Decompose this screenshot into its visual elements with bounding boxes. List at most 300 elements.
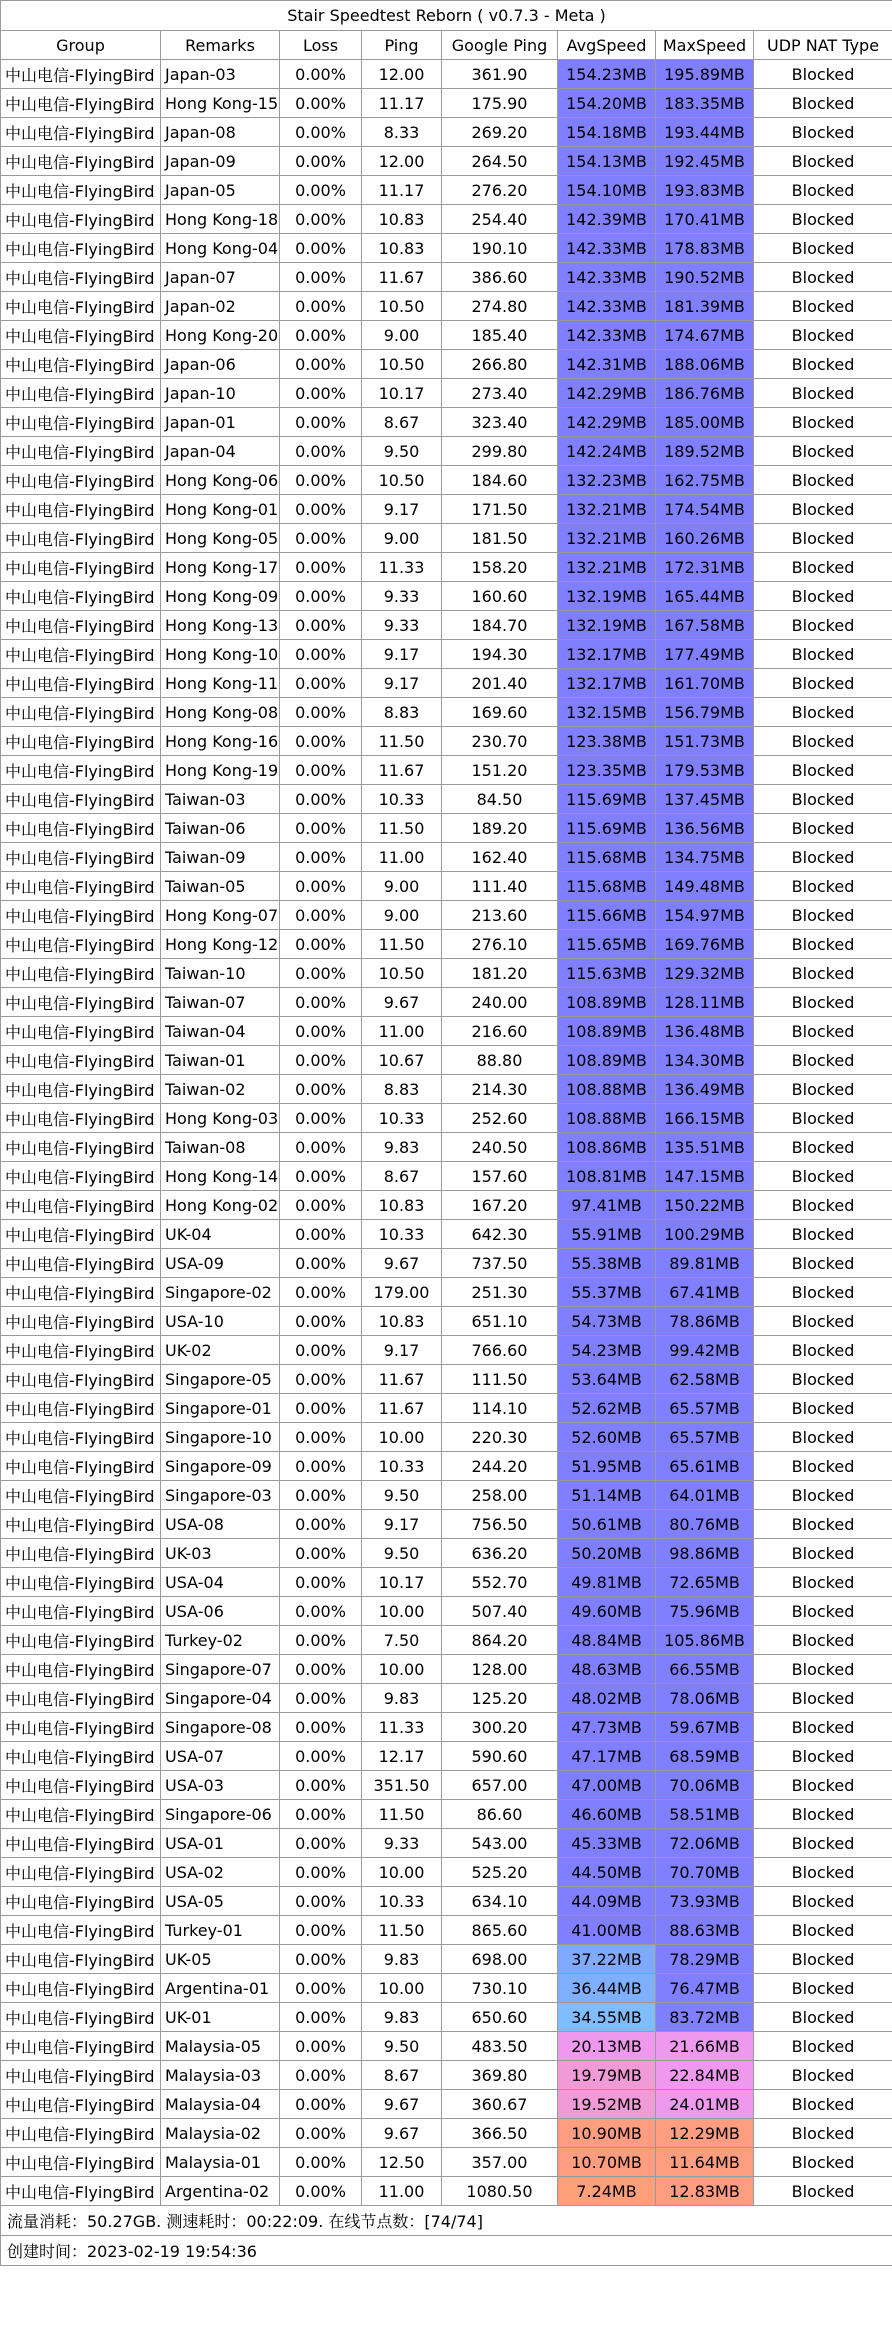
ping-cell: 9.00 (362, 524, 442, 553)
google-ping-cell: 274.80 (442, 292, 558, 321)
loss-cell: 0.00% (280, 234, 362, 263)
avg-speed-cell: 132.15MB (558, 698, 656, 727)
remark-cell: Japan-02 (161, 292, 280, 321)
max-speed-cell: 59.67MB (656, 1713, 754, 1742)
group-cell: 中山电信-FlyingBird (1, 263, 161, 292)
ping-cell: 8.83 (362, 1075, 442, 1104)
ping-cell: 9.17 (362, 640, 442, 669)
max-speed-cell: 169.76MB (656, 930, 754, 959)
avg-speed-cell: 115.69MB (558, 785, 656, 814)
group-cell: 中山电信-FlyingBird (1, 1597, 161, 1626)
loss-cell: 0.00% (280, 1104, 362, 1133)
udp-nat-cell: Blocked (754, 1307, 892, 1336)
loss-cell: 0.00% (280, 1452, 362, 1481)
udp-nat-cell: Blocked (754, 1655, 892, 1684)
udp-nat-cell: Blocked (754, 1423, 892, 1452)
avg-speed-cell: 123.35MB (558, 756, 656, 785)
group-cell: 中山电信-FlyingBird (1, 2061, 161, 2090)
udp-nat-cell: Blocked (754, 582, 892, 611)
remark-cell: Hong Kong-18 (161, 205, 280, 234)
table-row (1, 988, 892, 1017)
udp-nat-cell: Blocked (754, 147, 892, 176)
udp-nat-cell: Blocked (754, 2148, 892, 2177)
remark-cell: Malaysia-05 (161, 2032, 280, 2061)
group-cell: 中山电信-FlyingBird (1, 959, 161, 988)
table-row (1, 1945, 892, 1974)
group-cell: 中山电信-FlyingBird (1, 1336, 161, 1365)
max-speed-cell: 177.49MB (656, 640, 754, 669)
ping-cell: 10.67 (362, 1046, 442, 1075)
loss-cell: 0.00% (280, 553, 362, 582)
loss-cell: 0.00% (280, 321, 362, 350)
loss-cell: 0.00% (280, 1655, 362, 1684)
table-row (1, 1394, 892, 1423)
google-ping-cell: 357.00 (442, 2148, 558, 2177)
group-cell: 中山电信-FlyingBird (1, 1452, 161, 1481)
udp-nat-cell: Blocked (754, 176, 892, 205)
ping-cell: 11.67 (362, 1394, 442, 1423)
ping-cell: 11.67 (362, 756, 442, 785)
udp-nat-cell: Blocked (754, 60, 892, 89)
ping-cell: 11.33 (362, 553, 442, 582)
avg-speed-cell: 142.33MB (558, 234, 656, 263)
google-ping-cell: 636.20 (442, 1539, 558, 1568)
max-speed-cell: 136.49MB (656, 1075, 754, 1104)
google-ping-cell: 590.60 (442, 1742, 558, 1771)
udp-nat-cell: Blocked (754, 930, 892, 959)
max-speed-cell: 70.06MB (656, 1771, 754, 1800)
remark-cell: Singapore-03 (161, 1481, 280, 1510)
max-speed-cell: 167.58MB (656, 611, 754, 640)
avg-speed-cell: 115.65MB (558, 930, 656, 959)
max-speed-cell: 181.39MB (656, 292, 754, 321)
remark-cell: Singapore-06 (161, 1800, 280, 1829)
ping-cell: 11.00 (362, 2177, 442, 2206)
remark-cell: USA-07 (161, 1742, 280, 1771)
ping-cell: 8.67 (362, 1162, 442, 1191)
group-cell: 中山电信-FlyingBird (1, 1220, 161, 1249)
table-row (1, 1626, 892, 1655)
table-row (1, 553, 892, 582)
avg-speed-cell: 55.38MB (558, 1249, 656, 1278)
ping-cell: 10.17 (362, 379, 442, 408)
group-cell: 中山电信-FlyingBird (1, 553, 161, 582)
udp-nat-cell: Blocked (754, 350, 892, 379)
group-cell: 中山电信-FlyingBird (1, 2148, 161, 2177)
max-speed-cell: 186.76MB (656, 379, 754, 408)
table-row (1, 930, 892, 959)
table-row (1, 118, 892, 147)
footer-summary-row (1, 2206, 892, 2236)
remark-cell: Singapore-08 (161, 1713, 280, 1742)
table-row (1, 1452, 892, 1481)
group-cell: 中山电信-FlyingBird (1, 727, 161, 756)
avg-speed-cell: 44.09MB (558, 1887, 656, 1916)
loss-cell: 0.00% (280, 1713, 362, 1742)
remark-cell: Hong Kong-01 (161, 495, 280, 524)
table-row (1, 176, 892, 205)
remark-cell: Taiwan-02 (161, 1075, 280, 1104)
loss-cell: 0.00% (280, 1423, 362, 1452)
remark-cell: Singapore-07 (161, 1655, 280, 1684)
google-ping-cell: 162.40 (442, 843, 558, 872)
avg-speed-cell: 154.10MB (558, 176, 656, 205)
table-row (1, 408, 892, 437)
remark-cell: Hong Kong-11 (161, 669, 280, 698)
udp-nat-cell: Blocked (754, 988, 892, 1017)
udp-nat-cell: Blocked (754, 611, 892, 640)
group-cell: 中山电信-FlyingBird (1, 205, 161, 234)
group-cell: 中山电信-FlyingBird (1, 1800, 161, 1829)
udp-nat-cell: Blocked (754, 1365, 892, 1394)
remark-cell: Argentina-01 (161, 1974, 280, 2003)
google-ping-cell: 230.70 (442, 727, 558, 756)
google-ping-cell: 84.50 (442, 785, 558, 814)
remark-cell: Singapore-09 (161, 1452, 280, 1481)
remark-cell: Malaysia-04 (161, 2090, 280, 2119)
max-speed-cell: 73.93MB (656, 1887, 754, 1916)
ping-cell: 10.00 (362, 1423, 442, 1452)
max-speed-cell: 76.47MB (656, 1974, 754, 2003)
ping-cell: 10.50 (362, 292, 442, 321)
ping-cell: 9.33 (362, 582, 442, 611)
avg-speed-cell: 154.18MB (558, 118, 656, 147)
remark-cell: Taiwan-09 (161, 843, 280, 872)
group-cell: 中山电信-FlyingBird (1, 1307, 161, 1336)
avg-speed-cell: 142.24MB (558, 437, 656, 466)
max-speed-cell: 179.53MB (656, 756, 754, 785)
avg-speed-cell: 154.13MB (558, 147, 656, 176)
google-ping-cell: 111.50 (442, 1365, 558, 1394)
loss-cell: 0.00% (280, 495, 362, 524)
avg-speed-cell: 142.33MB (558, 263, 656, 292)
google-ping-cell: 634.10 (442, 1887, 558, 1916)
max-speed-cell: 154.97MB (656, 901, 754, 930)
group-cell: 中山电信-FlyingBird (1, 1278, 161, 1307)
loss-cell: 0.00% (280, 1829, 362, 1858)
group-cell: 中山电信-FlyingBird (1, 1974, 161, 2003)
group-cell: 中山电信-FlyingBird (1, 1365, 161, 1394)
udp-nat-cell: Blocked (754, 2003, 892, 2032)
ping-cell: 9.17 (362, 1336, 442, 1365)
avg-speed-cell: 45.33MB (558, 1829, 656, 1858)
remark-cell: Hong Kong-05 (161, 524, 280, 553)
remark-cell: UK-01 (161, 2003, 280, 2032)
google-ping-cell: 252.60 (442, 1104, 558, 1133)
ping-cell: 9.83 (362, 1945, 442, 1974)
loss-cell: 0.00% (280, 872, 362, 901)
loss-cell: 0.00% (280, 466, 362, 495)
udp-nat-cell: Blocked (754, 89, 892, 118)
table-row (1, 611, 892, 640)
avg-speed-cell: 51.95MB (558, 1452, 656, 1481)
group-cell: 中山电信-FlyingBird (1, 2003, 161, 2032)
ping-cell: 9.83 (362, 2003, 442, 2032)
google-ping-cell: 766.60 (442, 1336, 558, 1365)
group-cell: 中山电信-FlyingBird (1, 872, 161, 901)
table-row (1, 1481, 892, 1510)
avg-speed-cell: 55.37MB (558, 1278, 656, 1307)
max-speed-cell: 68.59MB (656, 1742, 754, 1771)
udp-nat-cell: Blocked (754, 1771, 892, 1800)
avg-speed-cell: 115.68MB (558, 872, 656, 901)
ping-cell: 9.33 (362, 611, 442, 640)
avg-speed-cell: 10.70MB (558, 2148, 656, 2177)
group-cell: 中山电信-FlyingBird (1, 814, 161, 843)
group-cell: 中山电信-FlyingBird (1, 1249, 161, 1278)
group-cell: 中山电信-FlyingBird (1, 176, 161, 205)
udp-nat-cell: Blocked (754, 1568, 892, 1597)
remark-cell: USA-09 (161, 1249, 280, 1278)
group-cell: 中山电信-FlyingBird (1, 1916, 161, 1945)
max-speed-cell: 150.22MB (656, 1191, 754, 1220)
avg-speed-cell: 142.29MB (558, 408, 656, 437)
max-speed-cell: 162.75MB (656, 466, 754, 495)
avg-speed-cell: 49.81MB (558, 1568, 656, 1597)
ping-cell: 11.67 (362, 1365, 442, 1394)
udp-nat-cell: Blocked (754, 669, 892, 698)
avg-speed-cell: 132.17MB (558, 669, 656, 698)
loss-cell: 0.00% (280, 60, 362, 89)
group-cell: 中山电信-FlyingBird (1, 785, 161, 814)
google-ping-cell: 201.40 (442, 669, 558, 698)
google-ping-cell: 266.80 (442, 350, 558, 379)
avg-speed-cell: 108.81MB (558, 1162, 656, 1191)
remark-cell: Hong Kong-04 (161, 234, 280, 263)
ping-cell: 11.00 (362, 843, 442, 872)
loss-cell: 0.00% (280, 727, 362, 756)
loss-cell: 0.00% (280, 1394, 362, 1423)
google-ping-cell: 216.60 (442, 1017, 558, 1046)
max-speed-cell: 156.79MB (656, 698, 754, 727)
remark-cell: Japan-08 (161, 118, 280, 147)
udp-nat-cell: Blocked (754, 205, 892, 234)
udp-nat-cell: Blocked (754, 959, 892, 988)
remark-cell: Japan-05 (161, 176, 280, 205)
ping-cell: 9.17 (362, 1510, 442, 1539)
table-row (1, 1510, 892, 1539)
google-ping-cell: 240.00 (442, 988, 558, 1017)
group-cell: 中山电信-FlyingBird (1, 350, 161, 379)
google-ping-cell: 175.90 (442, 89, 558, 118)
group-cell: 中山电信-FlyingBird (1, 1162, 161, 1191)
table-row (1, 1742, 892, 1771)
avg-speed-cell: 44.50MB (558, 1858, 656, 1887)
loss-cell: 0.00% (280, 640, 362, 669)
ping-cell: 10.83 (362, 205, 442, 234)
google-ping-cell: 525.20 (442, 1858, 558, 1887)
google-ping-cell: 169.60 (442, 698, 558, 727)
udp-nat-cell: Blocked (754, 1510, 892, 1539)
table-row (1, 1655, 892, 1684)
table-row (1, 437, 892, 466)
loss-cell: 0.00% (280, 930, 362, 959)
google-ping-cell: 264.50 (442, 147, 558, 176)
google-ping-cell: 111.40 (442, 872, 558, 901)
loss-cell: 0.00% (280, 437, 362, 466)
group-cell: 中山电信-FlyingBird (1, 1075, 161, 1104)
loss-cell: 0.00% (280, 379, 362, 408)
loss-cell: 0.00% (280, 1742, 362, 1771)
max-speed-cell: 136.56MB (656, 814, 754, 843)
google-ping-cell: 1080.50 (442, 2177, 558, 2206)
max-speed-cell: 22.84MB (656, 2061, 754, 2090)
group-cell: 中山电信-FlyingBird (1, 1046, 161, 1075)
table-row (1, 1800, 892, 1829)
table-row (1, 1916, 892, 1945)
group-cell: 中山电信-FlyingBird (1, 408, 161, 437)
udp-nat-cell: Blocked (754, 2177, 892, 2206)
ping-cell: 9.67 (362, 988, 442, 1017)
loss-cell: 0.00% (280, 263, 362, 292)
loss-cell: 0.00% (280, 408, 362, 437)
udp-nat-cell: Blocked (754, 2032, 892, 2061)
ping-cell: 9.67 (362, 2090, 442, 2119)
table-row (1, 379, 892, 408)
max-speed-cell: 170.41MB (656, 205, 754, 234)
max-speed-cell: 189.52MB (656, 437, 754, 466)
ping-cell: 10.50 (362, 466, 442, 495)
google-ping-cell: 88.80 (442, 1046, 558, 1075)
udp-nat-cell: Blocked (754, 1336, 892, 1365)
loss-cell: 0.00% (280, 1684, 362, 1713)
google-ping-cell: 184.60 (442, 466, 558, 495)
avg-speed-cell: 48.63MB (558, 1655, 656, 1684)
udp-nat-cell: Blocked (754, 1249, 892, 1278)
remark-cell: Japan-09 (161, 147, 280, 176)
udp-nat-cell: Blocked (754, 466, 892, 495)
google-ping-cell: 128.00 (442, 1655, 558, 1684)
group-cell: 中山电信-FlyingBird (1, 698, 161, 727)
udp-nat-cell: Blocked (754, 321, 892, 350)
avg-speed-cell: 34.55MB (558, 2003, 656, 2032)
avg-speed-cell: 142.29MB (558, 379, 656, 408)
google-ping-cell: 184.70 (442, 611, 558, 640)
avg-speed-cell: 47.17MB (558, 1742, 656, 1771)
max-speed-cell: 98.86MB (656, 1539, 754, 1568)
group-cell: 中山电信-FlyingBird (1, 466, 161, 495)
google-ping-cell: 642.30 (442, 1220, 558, 1249)
remark-cell: Japan-10 (161, 379, 280, 408)
google-ping-cell: 189.20 (442, 814, 558, 843)
avg-speed-cell: 132.19MB (558, 582, 656, 611)
table-row (1, 1887, 892, 1916)
udp-nat-cell: Blocked (754, 640, 892, 669)
max-speed-cell: 62.58MB (656, 1365, 754, 1394)
ping-cell: 9.33 (362, 1829, 442, 1858)
ping-cell: 10.00 (362, 1655, 442, 1684)
loss-cell: 0.00% (280, 1162, 362, 1191)
table-row (1, 640, 892, 669)
loss-cell: 0.00% (280, 582, 362, 611)
group-cell: 中山电信-FlyingBird (1, 1394, 161, 1423)
udp-nat-cell: Blocked (754, 495, 892, 524)
group-cell: 中山电信-FlyingBird (1, 1858, 161, 1887)
ping-cell: 11.17 (362, 176, 442, 205)
remark-cell: Hong Kong-20 (161, 321, 280, 350)
group-cell: 中山电信-FlyingBird (1, 1771, 161, 1800)
table-row (1, 1278, 892, 1307)
loss-cell: 0.00% (280, 1771, 362, 1800)
ping-cell: 10.33 (362, 785, 442, 814)
group-cell: 中山电信-FlyingBird (1, 1684, 161, 1713)
header-google-ping: Google Ping (442, 31, 558, 60)
udp-nat-cell: Blocked (754, 2090, 892, 2119)
max-speed-cell: 160.26MB (656, 524, 754, 553)
ping-cell: 12.00 (362, 60, 442, 89)
table-row (1, 234, 892, 263)
ping-cell: 11.33 (362, 1713, 442, 1742)
loss-cell: 0.00% (280, 843, 362, 872)
avg-speed-cell: 115.68MB (558, 843, 656, 872)
header-avg-speed: AvgSpeed (558, 31, 656, 60)
table-row (1, 495, 892, 524)
udp-nat-cell: Blocked (754, 1974, 892, 2003)
ping-cell: 351.50 (362, 1771, 442, 1800)
udp-nat-cell: Blocked (754, 1046, 892, 1075)
ping-cell: 10.83 (362, 1191, 442, 1220)
udp-nat-cell: Blocked (754, 698, 892, 727)
group-cell: 中山电信-FlyingBird (1, 292, 161, 321)
loss-cell: 0.00% (280, 1568, 362, 1597)
loss-cell: 0.00% (280, 1075, 362, 1104)
avg-speed-cell: 154.23MB (558, 60, 656, 89)
loss-cell: 0.00% (280, 1017, 362, 1046)
header-loss: Loss (280, 31, 362, 60)
table-row (1, 1017, 892, 1046)
group-cell: 中山电信-FlyingBird (1, 1887, 161, 1916)
ping-cell: 9.00 (362, 321, 442, 350)
max-speed-cell: 88.63MB (656, 1916, 754, 1945)
avg-speed-cell: 54.73MB (558, 1307, 656, 1336)
ping-cell: 10.33 (362, 1220, 442, 1249)
table-row (1, 727, 892, 756)
udp-nat-cell: Blocked (754, 524, 892, 553)
avg-speed-cell: 132.21MB (558, 495, 656, 524)
avg-speed-cell: 108.88MB (558, 1104, 656, 1133)
avg-speed-cell: 10.90MB (558, 2119, 656, 2148)
footer-summary: 流量消耗：50.27GB. 测速耗时：00:22:09. 在线节点数：[74/74] (1, 2206, 892, 2236)
group-cell: 中山电信-FlyingBird (1, 1626, 161, 1655)
table-row (1, 466, 892, 495)
remark-cell: Hong Kong-07 (161, 901, 280, 930)
remark-cell: USA-02 (161, 1858, 280, 1887)
ping-cell: 11.50 (362, 930, 442, 959)
ping-cell: 9.00 (362, 872, 442, 901)
google-ping-cell: 213.60 (442, 901, 558, 930)
loss-cell: 0.00% (280, 901, 362, 930)
ping-cell: 12.50 (362, 2148, 442, 2177)
udp-nat-cell: Blocked (754, 1162, 892, 1191)
max-speed-cell: 58.51MB (656, 1800, 754, 1829)
max-speed-cell: 75.96MB (656, 1597, 754, 1626)
max-speed-cell: 136.48MB (656, 1017, 754, 1046)
table-row (1, 1568, 892, 1597)
max-speed-cell: 174.67MB (656, 321, 754, 350)
group-cell: 中山电信-FlyingBird (1, 1423, 161, 1452)
udp-nat-cell: Blocked (754, 1191, 892, 1220)
max-speed-cell: 135.51MB (656, 1133, 754, 1162)
remark-cell: UK-05 (161, 1945, 280, 1974)
avg-speed-cell: 53.64MB (558, 1365, 656, 1394)
max-speed-cell: 67.41MB (656, 1278, 754, 1307)
avg-speed-cell: 108.86MB (558, 1133, 656, 1162)
header-group: Group (1, 31, 161, 60)
google-ping-cell: 360.67 (442, 2090, 558, 2119)
udp-nat-cell: Blocked (754, 1278, 892, 1307)
max-speed-cell: 89.81MB (656, 1249, 754, 1278)
google-ping-cell: 276.20 (442, 176, 558, 205)
